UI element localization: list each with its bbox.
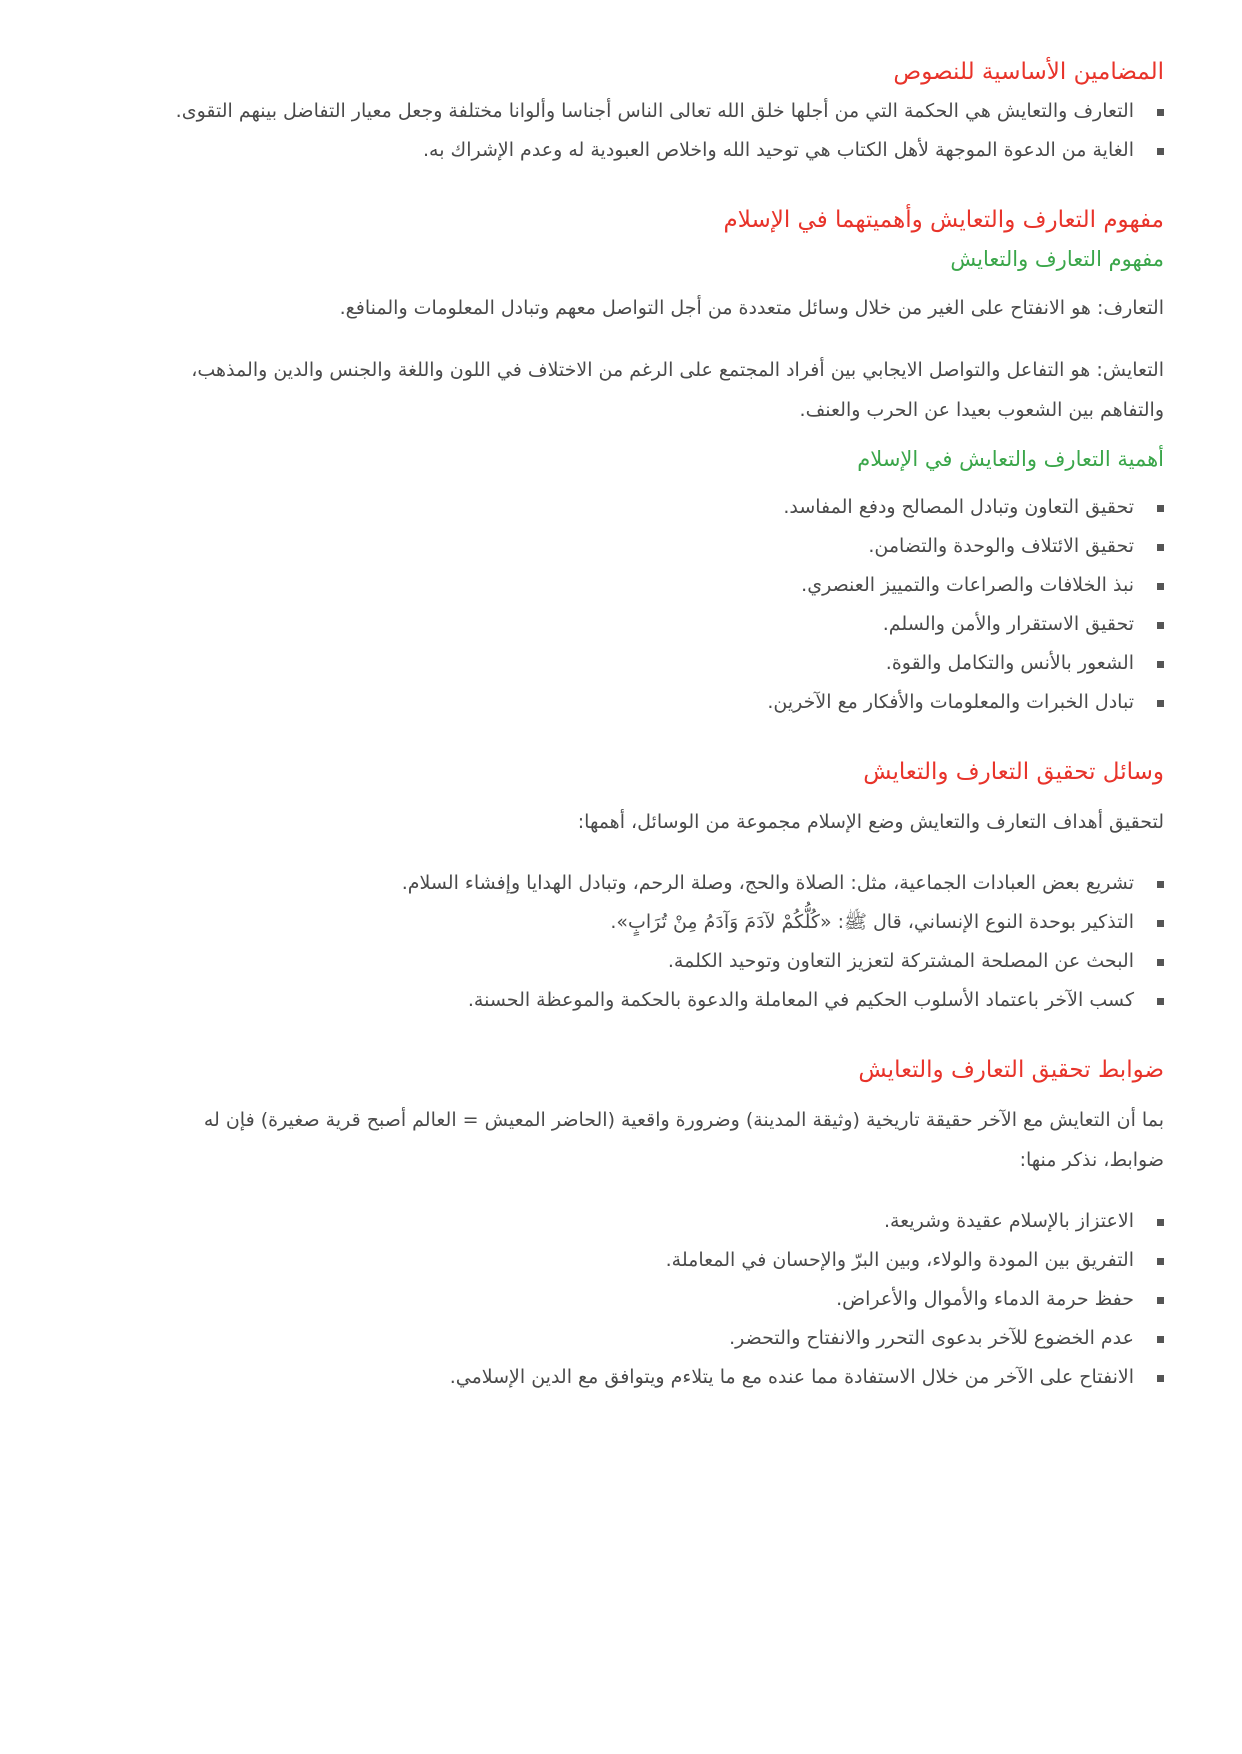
subsection-title-importance: أهمية التعارف والتعايش في الإسلام	[857, 447, 1164, 471]
list-item: حفظ حرمة الدماء والأموال والأعراض.	[78, 1280, 1164, 1319]
definition-taaruf: التعارف: هو الانفتاح على الغير من خلال وسائل متعددة من أجل التواصل معهم وتبادل المعلومات والمنافع.	[339, 297, 1164, 319]
square-bullet-icon	[1157, 959, 1164, 966]
square-bullet-icon	[1157, 622, 1164, 629]
list-item: تبادل الخبرات والمعلومات والأفكار مع الآخرين.	[78, 683, 1164, 722]
definition-taayush-line-1: التعايش: هو التفاعل والتواصل الايجابي بين أفراد المجتمع على الرغم من الاختلاف في اللون واللغة والجنس والدين والمذهب،	[191, 359, 1164, 381]
square-bullet-icon	[1157, 1258, 1164, 1265]
square-bullet-icon	[1157, 920, 1164, 927]
square-bullet-icon	[1157, 583, 1164, 590]
list-item: التذكير بوحدة النوع الإنساني، قال ﷺ: «كُلُّكُمْ لآدَمَ وَآدَمُ مِنْ تُرَابٍ».	[78, 903, 1164, 942]
list-item: تحقيق الاستقرار والأمن والسلم.	[78, 605, 1164, 644]
square-bullet-icon	[1157, 1297, 1164, 1304]
square-bullet-icon	[1157, 1375, 1164, 1382]
list-item: الشعور بالأنس والتكامل والقوة.	[78, 644, 1164, 683]
list-item: البحث عن المصلحة المشتركة لتعزيز التعاون وتوحيد الكلمة.	[78, 942, 1164, 981]
square-bullet-icon	[1157, 1219, 1164, 1226]
list-item: تحقيق الائتلاف والوحدة والتضامن.	[78, 527, 1164, 566]
means-intro: لتحقيق أهداف التعارف والتعايش وضع الإسلام مجموعة من الوسائل، أهمها:	[577, 811, 1164, 833]
square-bullet-icon	[1157, 505, 1164, 512]
list-item: التعارف والتعايش هي الحكمة التي من أجلها خلق الله تعالى الناس أجناسا وألوانا مختلفة وجعل معيار التفاضل بينهم التقوى.	[78, 92, 1164, 131]
controls-intro-line-1: بما أن التعايش مع الآخر حقيقة تاريخية (وثيقة المدينة) وضرورة واقعية (الحاضر المعيش = العالم أصبح قرية صغيرة) فإن له	[203, 1109, 1164, 1131]
list-item: عدم الخضوع للآخر بدعوى التحرر والانفتاح والتحضر.	[78, 1319, 1164, 1358]
section-title-core-contents: المضامين الأساسية للنصوص	[893, 59, 1164, 85]
section-title-controls: ضوابط تحقيق التعارف والتعايش	[858, 1057, 1164, 1083]
list-item: الاعتزاز بالإسلام عقيدة وشريعة.	[78, 1202, 1164, 1241]
square-bullet-icon	[1157, 148, 1164, 155]
means-list	[78, 864, 1164, 1020]
square-bullet-icon	[1157, 661, 1164, 668]
list-item: تشريع بعض العبادات الجماعية، مثل: الصلاة والحج، وصلة الرحم، وتبادل الهدايا وإفشاء السلام.	[78, 864, 1164, 903]
list-item: تحقيق التعاون وتبادل المصالح ودفع المفاسد.	[78, 488, 1164, 527]
list-item: الانفتاح على الآخر من خلال الاستفادة مما عنده مع ما يتلاءم ويتوافق مع الدين الإسلامي.	[78, 1358, 1164, 1397]
list-item: التفريق بين المودة والولاء، وبين البرّ والإحسان في المعاملة.	[78, 1241, 1164, 1280]
list-item: الغاية من الدعوة الموجهة لأهل الكتاب هي توحيد الله واخلاص العبودية له وعدم الإشراك به.	[78, 131, 1164, 170]
square-bullet-icon	[1157, 109, 1164, 116]
core-contents-list	[78, 92, 1164, 170]
square-bullet-icon	[1157, 700, 1164, 707]
square-bullet-icon	[1157, 998, 1164, 1005]
square-bullet-icon	[1157, 1336, 1164, 1343]
definition-taayush-line-2: والتفاهم بين الشعوب بعيدا عن الحرب والعنف.	[799, 399, 1164, 421]
subsection-title-concept: مفهوم التعارف والتعايش	[950, 247, 1164, 271]
section-title-concept-importance: مفهوم التعارف والتعايش وأهميتهما في الإسلام	[723, 207, 1164, 233]
square-bullet-icon	[1157, 544, 1164, 551]
controls-list	[78, 1202, 1164, 1397]
list-item: كسب الآخر باعتماد الأسلوب الحكيم في المعاملة والدعوة بالحكمة والموعظة الحسنة.	[78, 981, 1164, 1020]
square-bullet-icon	[1157, 881, 1164, 888]
controls-intro-line-2: ضوابط، نذكر منها:	[1019, 1149, 1164, 1171]
importance-list	[78, 488, 1164, 722]
section-title-means: وسائل تحقيق التعارف والتعايش	[863, 759, 1164, 785]
list-item: نبذ الخلافات والصراعات والتمييز العنصري.	[78, 566, 1164, 605]
